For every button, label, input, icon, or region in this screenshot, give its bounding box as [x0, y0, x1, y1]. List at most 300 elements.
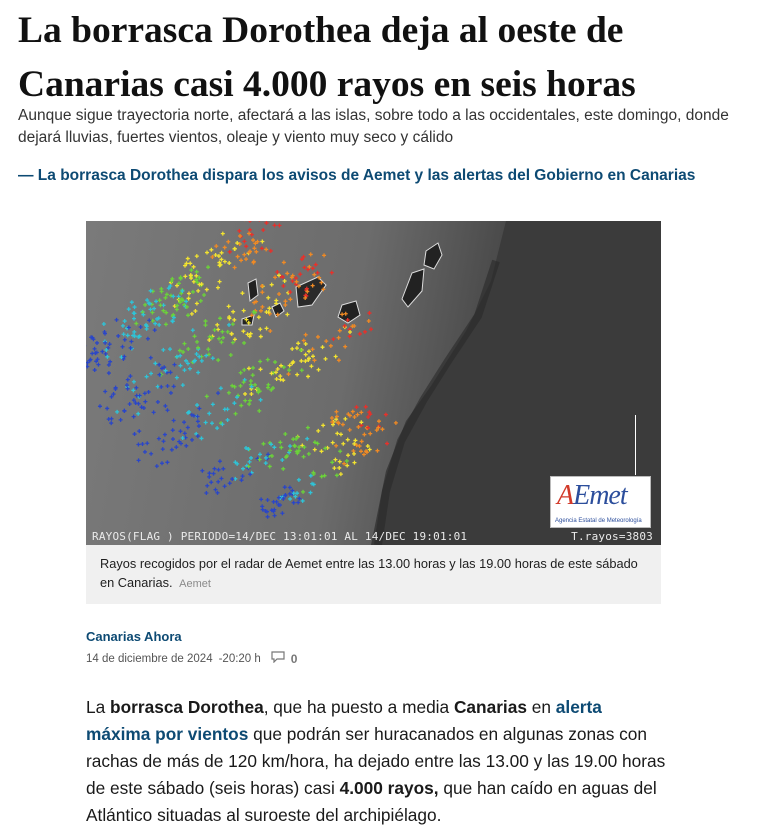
lightning-strike-marker [260, 504, 264, 508]
lightning-strike-marker [223, 407, 227, 411]
lightning-strike-marker [254, 250, 258, 254]
lightning-strike-marker [189, 268, 193, 272]
lightning-strike-marker [367, 311, 371, 315]
lightning-strike-marker [322, 253, 326, 257]
lightning-strike-marker [308, 491, 312, 495]
lightning-strike-marker [192, 265, 196, 269]
lightning-strike-marker [219, 477, 223, 481]
lightning-strike-marker [258, 327, 262, 331]
lightning-strike-marker [288, 486, 292, 490]
lightning-strike-marker [339, 432, 343, 436]
lightning-strike-marker [280, 511, 284, 515]
lightning-strike-marker [341, 423, 345, 427]
lightning-strike-marker [283, 432, 287, 436]
lightning-strike-marker [172, 384, 176, 388]
lightning-strike-marker [196, 289, 200, 293]
lightning-strike-marker [165, 460, 169, 464]
lightning-strike-marker [260, 246, 264, 250]
lightning-strike-marker [352, 452, 356, 456]
lightning-strike-marker [266, 383, 270, 387]
lightning-strike-marker [283, 303, 287, 307]
comment-icon[interactable] [271, 651, 285, 666]
lightning-strike-marker [367, 319, 371, 323]
lightning-strike-marker [126, 378, 130, 382]
lightning-strike-marker [239, 478, 243, 482]
lightning-strike-marker [192, 280, 196, 284]
lightning-strike-marker [248, 460, 252, 464]
lightning-strike-marker [337, 466, 341, 470]
lightning-strike-marker [231, 310, 235, 314]
lightning-strike-marker [307, 349, 311, 353]
lightning-strike-marker [233, 247, 237, 251]
lightning-strike-marker [287, 368, 291, 372]
lightning-strike-marker [343, 417, 347, 421]
lightning-strike-marker [214, 244, 218, 248]
lightning-strike-marker [266, 296, 270, 300]
lightning-strike-marker [348, 330, 352, 334]
lightning-strike-marker [227, 304, 231, 308]
photo-credit: Aemet [179, 578, 211, 590]
lightning-strike-marker [278, 378, 282, 382]
lightning-strike-marker [368, 432, 372, 436]
lightning-strike-marker [248, 399, 252, 403]
lightning-strike-marker [136, 412, 140, 416]
lightning-strike-marker [197, 424, 201, 428]
lightning-strike-marker [345, 459, 349, 463]
lightning-strike-marker [265, 221, 269, 225]
lightning-strike-marker [242, 341, 246, 345]
lightning-strike-marker [162, 439, 166, 443]
lightning-strike-marker [146, 337, 150, 341]
lightning-strike-marker [343, 345, 347, 349]
publish-time: -20:20 h [218, 652, 261, 665]
lightning-strike-marker [362, 433, 366, 437]
lightning-strike-marker [100, 350, 104, 354]
lightning-strike-marker [137, 458, 141, 462]
lightning-strike-marker [338, 449, 342, 453]
lightning-strike-marker [163, 404, 167, 408]
bold-rayos: 4.000 rayos, [339, 778, 439, 798]
comment-count[interactable]: 0 [290, 651, 298, 666]
lightning-strike-marker [241, 329, 245, 333]
lightning-strike-marker [158, 298, 162, 302]
lightning-strike-marker [363, 330, 367, 334]
lightning-strike-marker [338, 460, 342, 464]
lightning-strike-marker [278, 440, 282, 444]
lightning-strike-marker [191, 328, 195, 332]
lightning-strike-marker [261, 228, 265, 232]
lightning-strike-marker [242, 368, 246, 372]
lightning-strike-marker [319, 449, 323, 453]
lightning-strike-marker [136, 443, 140, 447]
lightning-strike-marker [359, 449, 363, 453]
lightning-strike-marker [346, 453, 350, 457]
lightning-strike-marker [241, 474, 245, 478]
lightning-strike-marker [305, 437, 309, 441]
island-fuerteventura [402, 269, 424, 307]
lightning-strike-marker [334, 355, 338, 359]
lightning-map-figure [86, 221, 661, 604]
lightning-strike-marker [193, 334, 197, 338]
lightning-strike-marker [181, 383, 185, 387]
lightning-strike-marker [394, 421, 398, 425]
lightning-strike-marker [339, 472, 343, 476]
lightning-strike-marker [307, 452, 311, 456]
lightning-strike-marker [232, 318, 236, 322]
lightning-strike-marker [283, 485, 287, 489]
lightning-strike-marker [102, 322, 106, 326]
lightning-strike-marker [195, 340, 199, 344]
lightning-strike-marker [288, 497, 292, 501]
island-lanzarote [424, 243, 442, 269]
lightning-strike-marker [251, 373, 255, 377]
lightning-strike-marker [257, 409, 261, 413]
lightning-strike-marker [239, 404, 243, 408]
lightning-strike-marker [145, 375, 149, 379]
lightning-strike-marker [248, 221, 252, 223]
headline: La borrasca Dorothea deja al oeste de Canarias casi 4.000 rayos en seis horas [18, 10, 636, 105]
lightning-strike-marker [132, 415, 136, 419]
lightning-strike-marker [265, 326, 269, 330]
lightning-strike-marker [183, 431, 187, 435]
lightning-strike-marker [259, 367, 263, 371]
logo-divider-line [635, 415, 636, 475]
lightning-strike-marker [153, 322, 157, 326]
lightning-strike-marker [304, 353, 308, 357]
lightning-strike-marker [134, 322, 138, 326]
lightning-strikes [86, 221, 398, 519]
lightning-strike-marker [242, 309, 246, 313]
lightning-strike-marker [186, 347, 190, 351]
map-strike-count: T.rayos=3803 [571, 530, 653, 543]
lightning-strike-marker [147, 390, 151, 394]
lightning-strike-marker [221, 467, 225, 471]
lightning-strike-marker [219, 340, 223, 344]
caption-text: Rayos recogidos por el radar de Aemet entre las 13.00 horas y las 19.00 horas de este sábado en Canarias. [100, 556, 638, 590]
lightning-strike-marker [230, 332, 234, 336]
lightning-strike-marker [226, 330, 230, 334]
lightning-strike-marker [291, 279, 295, 283]
lightning-strike-marker [152, 410, 156, 414]
lightning-strike-marker [197, 355, 201, 359]
lightning-strike-marker [239, 371, 243, 375]
lightning-strike-marker [149, 356, 153, 360]
lightning-strike-marker [260, 305, 264, 309]
lightning-strike-marker [123, 319, 127, 323]
lightning-strike-marker [204, 491, 208, 495]
lightning-strike-marker [175, 304, 179, 308]
lightning-strike-marker [331, 441, 335, 445]
lightning-strike-marker [249, 379, 253, 383]
lightning-strike-marker [330, 271, 334, 275]
lightning-strike-marker [216, 480, 220, 484]
lightning-strike-marker [190, 438, 194, 442]
lightning-strike-marker [352, 461, 356, 465]
lightning-strike-marker [306, 426, 310, 430]
lightning-strike-marker [244, 257, 248, 261]
aemet-wordmark: AEmet [557, 480, 627, 511]
lightning-strike-marker [304, 333, 308, 337]
lightning-strike-marker [170, 277, 174, 281]
lightning-strike-marker [195, 302, 199, 306]
lightning-strike-marker [215, 426, 219, 430]
lightning-strike-marker [166, 384, 170, 388]
lightning-strike-marker [168, 347, 172, 351]
lightning-strike-marker [221, 232, 225, 236]
lightning-strike-marker [128, 374, 132, 378]
lightning-strike-marker [292, 444, 296, 448]
lightning-strike-marker [133, 432, 137, 436]
lightning-strike-marker [360, 439, 364, 443]
lightning-strike-marker [197, 407, 201, 411]
alert-link[interactable]: alerta máxima por vientos [86, 697, 602, 744]
lightning-strike-marker [182, 420, 186, 424]
lightning-strike-marker [115, 410, 119, 414]
lightning-strike-marker [137, 429, 141, 433]
lightning-strike-marker [93, 347, 97, 351]
lightning-strike-marker [93, 368, 97, 372]
lightning-strike-marker [169, 391, 173, 395]
lightning-strike-marker [171, 437, 175, 441]
lightning-strike-marker [145, 441, 149, 445]
lightning-strike-marker [205, 394, 209, 398]
lightning-strike-marker [132, 330, 136, 334]
lightning-strike-marker [158, 303, 162, 307]
lightning-strike-marker [149, 289, 153, 293]
lightning-strike-marker [281, 284, 285, 288]
lightning-strike-marker [195, 270, 199, 274]
lightning-strike-marker [273, 223, 277, 227]
lightning-strike-marker [283, 279, 287, 283]
lightning-strike-marker [273, 275, 277, 279]
lightning-strike-marker [228, 481, 232, 485]
lightning-strike-marker [317, 368, 321, 372]
lightning-strike-marker [153, 328, 157, 332]
lightning-strike-marker [203, 323, 207, 327]
lightning-strike-marker [205, 251, 209, 255]
lightning-strike-marker [294, 276, 298, 280]
lightning-strike-marker [165, 408, 169, 412]
lightning-strike-marker [178, 429, 182, 433]
lightning-strike-marker [188, 261, 192, 265]
lightning-strike-marker [259, 309, 263, 313]
lightning-strike-marker [218, 280, 222, 284]
lightning-strike-marker [212, 472, 216, 476]
lightning-strike-marker [237, 229, 241, 233]
lightning-strike-marker [184, 444, 188, 448]
lightning-strike-marker [334, 410, 338, 414]
lightning-strike-marker [211, 402, 215, 406]
lightning-strike-marker [257, 315, 261, 319]
lightning-strike-marker [285, 271, 289, 275]
lightning-strike-marker [283, 299, 287, 303]
lightning-strike-marker [331, 423, 335, 427]
lightning-strike-marker [338, 329, 342, 333]
lightning-strike-marker [323, 446, 327, 450]
lightning-strike-marker [333, 458, 337, 462]
lightning-strike-marker [330, 416, 334, 420]
lightning-strike-marker [248, 228, 252, 232]
lightning-strike-marker [181, 436, 185, 440]
article-body-paragraph: La borrasca Dorothea, que ha puesto a media Canarias en alerta máxima por vientos que podrán ser huracanados en algunas zonas con rachas de más de 120 km/hora, ha dejado entre las 13.00 y las 19.00 horas de este sábado (seis horas) casi 4.000 rayos, que han caído en aguas del Atlántico situadas al suroeste del archipiélago. [86, 697, 666, 825]
lightning-strike-marker [282, 260, 286, 264]
lightning-strike-marker [240, 291, 244, 295]
lightning-strike-marker [213, 328, 217, 332]
lightning-strike-marker [244, 244, 248, 248]
lightning-strike-marker [334, 444, 338, 448]
lightning-strike-marker [174, 445, 178, 449]
lightning-strike-marker [264, 461, 268, 465]
lightning-strike-marker [288, 492, 292, 496]
lightning-strike-marker [346, 438, 350, 442]
lightning-strike-marker [351, 410, 355, 414]
lightning-strike-marker [311, 266, 315, 270]
lightning-strike-marker [121, 324, 125, 328]
lightning-strike-marker [215, 323, 219, 327]
lightning-strike-marker [220, 251, 224, 255]
lightning-strike-marker [321, 423, 325, 427]
map-footer-text [92, 530, 657, 543]
lightning-strike-marker [211, 356, 215, 360]
lightning-strike-marker [242, 253, 246, 257]
lightning-strike-marker [171, 319, 175, 323]
lightning-strike-marker [186, 313, 190, 317]
lightning-strike-marker [139, 325, 143, 329]
lightning-strike-marker [133, 305, 137, 309]
lightning-strike-marker [108, 342, 112, 346]
lightning-strike-marker [341, 442, 345, 446]
lightning-strike-marker [335, 473, 339, 477]
lightning-strike-marker [384, 413, 388, 417]
lightning-strike-marker [188, 367, 192, 371]
lightning-strike-marker [264, 247, 268, 251]
lightning-strike-marker [233, 266, 237, 270]
bold-canarias: Canarias [453, 697, 527, 717]
lightning-strike-marker [141, 442, 145, 446]
lightning-strike-marker [183, 274, 187, 278]
related-article-link[interactable]: — La borrasca Dorothea dispara los avisos de Aemet y las alertas del Gobierno en Canarias [18, 167, 696, 184]
author-link[interactable]: Canarias Ahora [86, 629, 182, 644]
lightning-strike-marker [277, 292, 281, 296]
lightning-strike-marker [96, 363, 100, 367]
lightning-strike-marker [205, 288, 209, 292]
lightning-strike-marker [207, 411, 211, 415]
lightning-strike-marker [175, 376, 179, 380]
lightning-strike-marker [281, 467, 285, 471]
lightning-strike-marker [122, 409, 126, 413]
lightning-strike-marker [380, 427, 384, 431]
lightning-strike-marker [227, 261, 231, 265]
lightning-strike-marker [227, 323, 231, 327]
island-la-palma [248, 279, 258, 301]
lightning-strike-marker [324, 339, 328, 343]
lightning-strike-marker [209, 480, 213, 484]
lightning-strike-marker [297, 497, 301, 501]
lightning-strike-marker [175, 307, 179, 311]
lightning-strike-marker [193, 309, 197, 313]
lightning-strike-marker [109, 421, 113, 425]
lightning-strike-marker [105, 406, 109, 410]
lightning-strike-marker [123, 338, 127, 342]
lightning-strike-marker [353, 415, 357, 419]
lightning-strike-marker [172, 418, 176, 422]
lightning-strike-marker [195, 254, 199, 258]
lightning-strike-marker [137, 402, 141, 406]
lightning-strike-marker [228, 250, 232, 254]
lightning-strike-marker [154, 299, 158, 303]
lightning-strike-marker [316, 335, 320, 339]
lightning-strike-marker [296, 500, 300, 504]
lightning-strike-marker [239, 384, 243, 388]
lightning-strike-marker [161, 348, 165, 352]
lightning-strike-marker [156, 385, 160, 389]
lightning-strike-marker [178, 364, 182, 368]
lightning-strike-marker [270, 283, 274, 287]
lightning-strike-marker [314, 263, 318, 267]
lightning-strike-marker [107, 371, 111, 375]
lightning-strike-marker [190, 312, 194, 316]
lightning-strike-marker [217, 468, 221, 472]
lightning-strike-marker [122, 332, 126, 336]
lightning-strike-marker [249, 456, 253, 460]
lightning-strike-marker [121, 345, 125, 349]
lightning-strike-marker [216, 391, 220, 395]
lightning-strike-marker [196, 370, 200, 374]
lightning-strike-marker [359, 420, 363, 424]
lightning-strike-marker [252, 246, 256, 250]
lightning-strike-marker [230, 477, 234, 481]
lightning-strike-marker [260, 290, 264, 294]
lightning-strike-marker [309, 364, 313, 368]
lightning-strike-marker [231, 322, 235, 326]
lightning-strike-marker [220, 330, 224, 334]
lightning-strike-marker [324, 357, 328, 361]
lightning-strike-marker [200, 436, 204, 440]
lightning-strike-marker [155, 464, 159, 468]
lightning-strike-marker [95, 341, 99, 345]
lightning-strike-marker [355, 405, 359, 409]
lightning-strike-marker [274, 299, 278, 303]
lightning-strike-marker [221, 336, 225, 340]
lightning-strike-marker [353, 438, 357, 442]
lightning-strike-marker [227, 391, 231, 395]
lightning-strike-marker [169, 370, 173, 374]
lightning-strike-marker [330, 460, 334, 464]
lightning-strike-marker [299, 348, 303, 352]
lightning-strike-marker [299, 359, 303, 363]
lightning-strike-marker [243, 399, 247, 403]
lightning-strike-marker [236, 255, 240, 259]
lightning-strike-marker [309, 252, 313, 256]
lightning-strike-marker [268, 329, 272, 333]
lightning-strike-marker [217, 337, 221, 341]
lightning-strike-marker [364, 405, 368, 409]
publish-date: 14 de diciembre de 2024 [86, 652, 213, 665]
lightning-strike-marker [207, 338, 211, 342]
lightning-strike-marker [280, 458, 284, 462]
lightning-strike-marker [273, 514, 277, 518]
lightning-strike-marker [337, 358, 341, 362]
lightning-strike-marker [260, 239, 264, 243]
lightning-strike-marker [359, 410, 363, 414]
aemet-agency-name: Agencia Estatal de Meteorología [555, 518, 642, 524]
lightning-strike-marker [287, 372, 291, 376]
lightning-strike-marker [234, 412, 238, 416]
lightning-strike-marker [285, 313, 289, 317]
lightning-strike-marker [300, 368, 304, 372]
lightning-strike-marker [151, 319, 155, 323]
lightning-strike-marker [243, 392, 247, 396]
